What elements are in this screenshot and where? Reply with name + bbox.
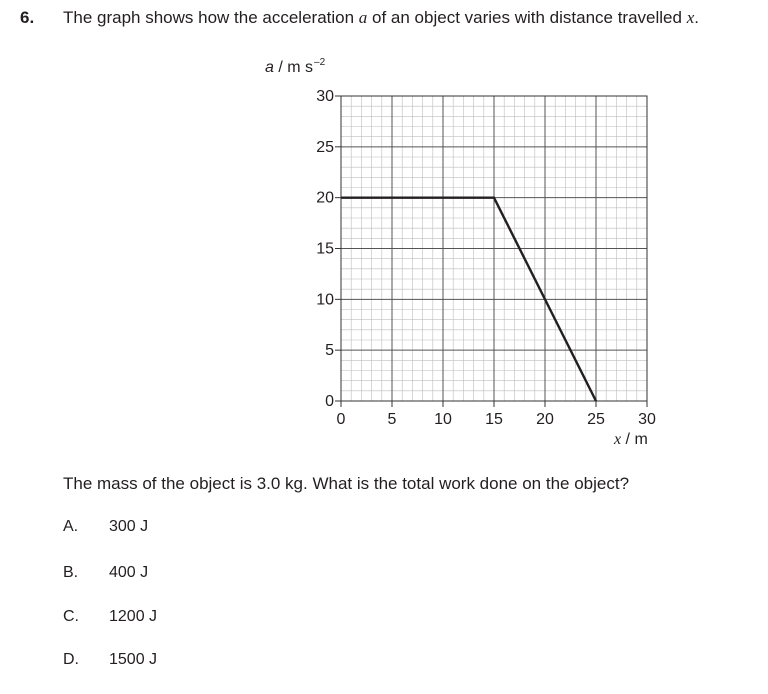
y-axis-unit: / m s bbox=[273, 59, 314, 76]
y-tick-label: 25 bbox=[316, 138, 334, 156]
y-tick-label: 10 bbox=[316, 291, 334, 309]
question-text-part-2: of an object varies with distance travelled bbox=[367, 8, 687, 27]
option-letter: C. bbox=[63, 608, 79, 625]
x-tick-label: 25 bbox=[587, 411, 605, 428]
option-letter: D. bbox=[63, 651, 79, 668]
y-tick-label: 20 bbox=[316, 189, 334, 207]
option-letter: B. bbox=[63, 564, 79, 581]
x-tick-label: 10 bbox=[434, 411, 452, 428]
y-tick-label: 15 bbox=[316, 240, 334, 258]
question-text-end: . bbox=[694, 8, 699, 27]
symbol-a: a bbox=[358, 8, 368, 27]
option-b[interactable] bbox=[63, 564, 148, 582]
x-axis-label bbox=[614, 431, 648, 449]
option-value: 1200 J bbox=[109, 608, 158, 625]
y-tick-label: 0 bbox=[325, 393, 334, 410]
option-value: 300 J bbox=[109, 518, 149, 535]
option-value: 1500 J bbox=[109, 651, 158, 668]
option-a[interactable] bbox=[63, 518, 148, 536]
y-tick-label: 5 bbox=[325, 342, 334, 360]
y-axis-symbol: a bbox=[265, 59, 274, 76]
option-d[interactable] bbox=[63, 651, 157, 669]
symbol-x: x bbox=[686, 8, 695, 27]
y-tick-label: 30 bbox=[316, 88, 334, 105]
x-tick-label: 15 bbox=[485, 411, 503, 428]
x-tick-label: 20 bbox=[536, 411, 554, 428]
option-value: 400 J bbox=[109, 564, 149, 581]
x-axis-symbol: x bbox=[614, 431, 622, 448]
option-c[interactable] bbox=[63, 608, 157, 626]
x-axis-unit: / m bbox=[621, 431, 648, 448]
x-tick-label: 5 bbox=[387, 411, 397, 428]
option-letter: A. bbox=[63, 518, 79, 535]
y-axis-exponent: –2 bbox=[314, 57, 326, 68]
question-text-part-1: The graph shows how the acceleration bbox=[63, 8, 359, 27]
question-stem: The mass of the object is 3.0 kg. What is the total work done on the object? bbox=[63, 474, 630, 493]
question-number: 6. bbox=[20, 8, 35, 27]
x-tick-label: 0 bbox=[336, 411, 346, 428]
x-tick-label: 30 bbox=[638, 411, 656, 428]
